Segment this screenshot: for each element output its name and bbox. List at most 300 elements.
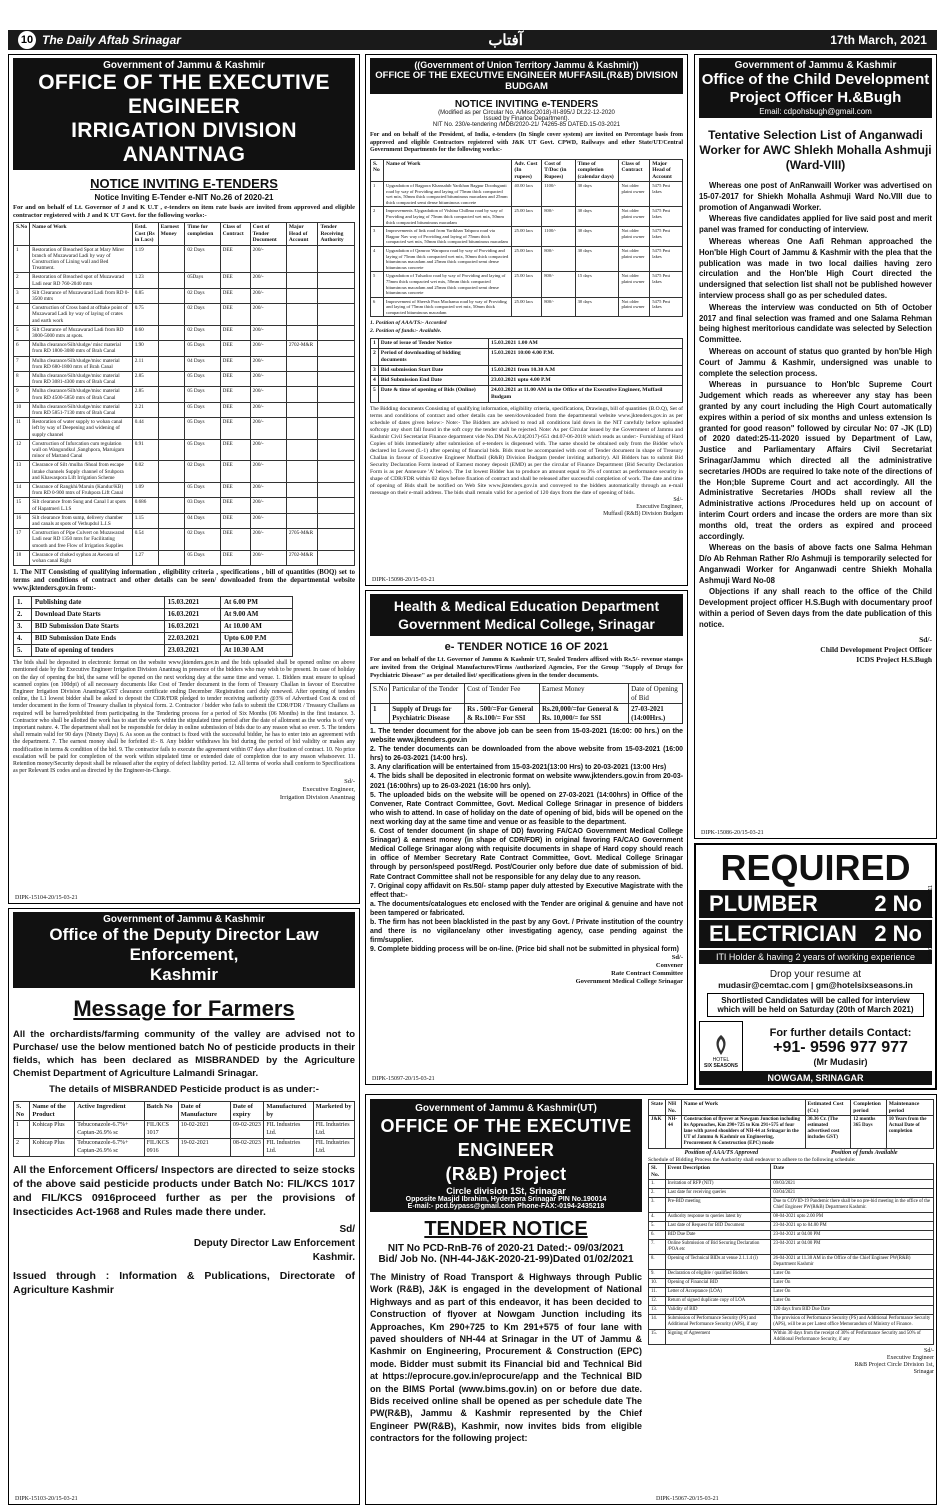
- table-cell: [158, 245, 185, 273]
- table-row: [14, 483, 355, 498]
- table-cell: DEE: [220, 356, 250, 371]
- table-cell: [286, 356, 318, 371]
- contact-person: (Mr Mudasir): [813, 1057, 868, 1067]
- column-header: Completion period: [851, 1100, 887, 1116]
- office-title: Office of the Child Development: [701, 71, 930, 88]
- cdpo-paragraph: Whereas in pursuance to Hon'blc Supreme Court Judgement which reads as whereever any stay has been granted by any court including the High Court automatically expires within a period of six months and unless extension Is granted for good reason" followed by circular No: 07 -JK (LD) of 2020 dated:25-11-2020 issued by Department of Law, Justice and Parliamentary Affairs Civil Secretariat Srinagar/Jammu which directed all the administrative secretaries /HODs are required lo take note of the directions of the Hon;ble Supreme Court and act accordingly. All the Administrative Secretaries /HODs shall review all the Administrative actions /Procedures held up on account of interim Court orders and incase the orders are more than six months old, treat the orders as expired and proceed accordingly.: [699, 380, 932, 541]
- table-row: [14, 529, 355, 551]
- contact-phone: +91- 9596 977 977: [773, 1039, 908, 1056]
- table-cell: 16.03.2021: [164, 621, 220, 633]
- table-cell: Improvements /Upgradation of Vishina Chillma road by way of Providing and laying of 75mm thick compacted wet mix, 50mm thick compacted bituminous macadam: [384, 207, 512, 227]
- table-cell: [158, 273, 185, 288]
- table-cell: 22.03.2021: [164, 633, 220, 645]
- table-cell: Not older plaint owner: [619, 207, 650, 227]
- table-cell: 25.00 lacs: [512, 246, 542, 271]
- signature-block: [13, 778, 355, 802]
- table-cell: 200/-: [250, 341, 286, 356]
- office-title: Office of the Deputy Director Law Enforcement,: [49, 925, 319, 964]
- table-row: [14, 402, 355, 417]
- circular-line-2: Issued by Finance Department).: [483, 116, 570, 122]
- intro-text: For and on behalf of the President, of India, e-tenders (In Single cover system) are invited on Percentage basis from approved and eligible Contractors registered with J&K UT Govt. CPWD, Railways and other State/UT/Central Government Departments for the following works:-: [370, 132, 683, 153]
- table-cell: 05 Days: [185, 387, 220, 402]
- table-cell: 800/-: [542, 207, 575, 227]
- dipk-ref: DIPK-15098-20/15-03-21: [372, 577, 435, 583]
- schedule-row: [649, 1222, 934, 1231]
- table-cell: Kohicap Plus: [30, 1121, 75, 1139]
- intro-text: For and on behalf of the Lt. Governor of Jammu & Kashmir UT, Sealed Tenders affixed with Rs.5/- revenue stamps are invited from the Original Manufactures/Firms /authorized Agencies, For the Group "Supply of Drugs for Psychiatric Disease" as per detailed list/ specifications given in the tender documents.: [370, 656, 683, 679]
- table-cell: [158, 461, 185, 483]
- table-cell: 12 months 365 Days: [851, 1116, 887, 1149]
- table-cell: Clearance of choked syphon at Awoora of wohan canal Right: [30, 550, 133, 565]
- column-header: Cost of T/Doc (in Rupees): [542, 159, 575, 182]
- required-title: REQUIRED: [720, 847, 911, 888]
- table-cell: 9.: [649, 1270, 666, 1279]
- condition-item: 1. The tender document for the above job can be seen from 15-03-2021 (16:00: 00 hrs.) on the website www.jktenders.gov.in: [370, 728, 683, 745]
- sig-sd: Sd/-: [919, 634, 932, 644]
- table-cell: Construction of flyover at Nowgam Junction including its Approaches, Km 290+725 to Km 291+575 of four lane with paved shoulders of NH-44 at Srinagar in the UT of Jammu & Kashmir on Engineering, Procurement & Construction (EPC) mode: [681, 1116, 805, 1149]
- table-cell: [158, 387, 185, 402]
- sig-office: Irrigation Division Anantnag: [279, 794, 355, 802]
- pesticide-table: [13, 1101, 355, 1157]
- table-cell: 200/-: [250, 273, 286, 288]
- table-cell: [158, 288, 185, 303]
- table-cell: [286, 371, 318, 386]
- cdpo-body: [699, 181, 932, 631]
- table-cell: Tebuconazole-6.7%+ Captan-26.9% sc: [75, 1139, 144, 1157]
- message-heading: Message for Farmers: [73, 996, 295, 1021]
- table-cell: 09-02-2023: [230, 1121, 264, 1139]
- table-cell: [318, 288, 355, 303]
- table-cell: 5475 Pmt lakes: [650, 227, 683, 247]
- table-cell: 5475 Pmt lakes: [650, 297, 683, 317]
- table-cell: 200/-: [250, 461, 286, 483]
- email-line: Email: cdpohsbugh@gmail.com: [759, 107, 872, 116]
- column-header: S.No: [14, 223, 30, 246]
- schedule-row: [14, 609, 293, 621]
- notice-heading: NOTICE INVITING e-TENDERS: [454, 99, 599, 110]
- column-header: Estd. Cost (Rs in Lacs): [132, 223, 158, 246]
- condition-item: b. The firm has not been blacklisted in the past by any Govt. / Private institution of the country and there is no vigilance/any other investigating agency, case pending against the firm/supplier.: [370, 918, 683, 945]
- table-cell: Restoration of Breached Spot at Mary Mirer branch of Muzawarad Ladi by way of Construction of Lining wall and Bed Treatment.: [30, 245, 133, 273]
- signature-block: [13, 1223, 355, 1265]
- schedule-row: [649, 1231, 934, 1240]
- table-cell: [286, 288, 318, 303]
- table-cell: Letter of Acceptance (LOA): [665, 1288, 771, 1297]
- table-cell: At 10.00 AM: [220, 621, 292, 633]
- project-body: The Ministry of Road Transport & Highways through Public Work (R&B), J&K is engaged in the development of National Highways and as part of this endeavor, it has been decided to Construction of flyover at Nowgam Junction including its Approaches, Km 290+725 to Km 291+575 of four lane with paved shoulders of NH-44 at Srinagar in the UT of Jammu & Kashmir on Engineering, Procurement & Construction (EPC) mode. Bidder must submit its Financial bid and Technical Bid at https://eprocure.gov.in/eprocure/app and the Technical BID on the BIMS Portal (www.bims.gov.in) on or before due date. Bids received online shall be opened as per schedule date The PW(R&B), Jammu & Kashmir represented by the Chief Engineer PW(R&B), Kashmir, now invites bids from eligible contractors for the following project:: [370, 1272, 642, 1444]
- table-row: [14, 550, 355, 565]
- table-cell: DEE: [220, 273, 250, 288]
- table-cell: 04 Days: [185, 513, 220, 528]
- table-cell: 03 Days: [185, 498, 220, 513]
- table-cell: 5: [371, 272, 384, 297]
- location-bar: NOWGAM, SRINAGAR: [699, 1071, 932, 1085]
- table-row: [14, 341, 355, 356]
- table-cell: 7: [14, 356, 30, 371]
- table-cell: 0.54: [132, 529, 158, 551]
- selection-heading: Tentative Selection List of Anganwadi Worker for AWC Shlekh Mohalla Ashmuji (Ward-VIII): [699, 128, 932, 172]
- table-cell: 200/-: [250, 387, 286, 402]
- hotel-job-ad: [694, 843, 937, 1090]
- tender-table: [370, 683, 683, 724]
- table-cell: [158, 418, 185, 440]
- schedule-table: [13, 596, 293, 657]
- table-cell: 1.15: [132, 513, 158, 528]
- table-cell: DEE: [220, 439, 250, 461]
- table-cell: 3: [371, 227, 384, 247]
- table-cell: 30 days: [575, 182, 619, 207]
- paper-logo: آفتاب: [488, 31, 523, 49]
- table-row: [371, 272, 683, 297]
- column-header: Sl. No.: [649, 1164, 666, 1180]
- table-cell: 1100/-: [542, 182, 575, 207]
- table-cell: The provision of Performance Security (PS) and Additional Performance Security (APS), will be as per Latest office Memorandum of Ministry of Finance.: [771, 1315, 934, 1330]
- cdpo-selection-ad: [694, 54, 937, 839]
- table-cell: [318, 498, 355, 513]
- hotel-emblem-icon: [710, 1033, 732, 1057]
- table-cell: 02 Days: [185, 245, 220, 273]
- table-cell: [286, 325, 318, 340]
- column-header: Earnest Money: [539, 684, 628, 704]
- bidding-schedule-table: [648, 1163, 934, 1345]
- table-cell: DEE: [220, 371, 250, 386]
- irrigation-tender-ad: [8, 54, 360, 904]
- table-cell: 03/04/2021: [771, 1189, 934, 1198]
- table-cell: Silt Clearance of Muzawarad Ladi from RD 0-3500 mtrs: [30, 288, 133, 303]
- table-cell: 1.19: [132, 245, 158, 273]
- table-cell: 120 days from BID Due Date: [771, 1306, 934, 1315]
- masthead: [8, 30, 937, 50]
- table-cell: 16: [14, 513, 30, 528]
- masthead-left: [18, 31, 181, 49]
- table-cell: Bid submission Start Date: [378, 366, 488, 376]
- table-cell: Construction of Infurcation cum regulation wall on Wangundkul ,Sanghpora, Maruigam minor of Martand Canal: [30, 439, 133, 461]
- column-header: Maintenance period: [886, 1100, 933, 1116]
- table-cell: [318, 356, 355, 371]
- sig-sd: Sd/-: [673, 497, 683, 504]
- table-cell: 05 Days: [185, 483, 220, 498]
- table-cell: Due to COVID-19 Pandemic there shall be no pre-bid meeting in the office of the Chief Engineer PW(R&B) Department Kashmir.: [771, 1198, 934, 1213]
- table-cell: Pre-BID meeting: [665, 1198, 771, 1213]
- table-cell: Period of downloading of bidding documents: [378, 349, 488, 366]
- table-cell: 200/-: [250, 483, 286, 498]
- works-table: [13, 222, 355, 566]
- terms-text: The Bidding documents Consisting of qualifying information, eligibility criteria, specifications, Drawings, bill of quantities (B.O.Q), Set of terms and conditions of contract and other details can be seen/downloaded from the departmental website www.jktenders.gov.in as per schedule of dates given below:- Note:- The Bidders are advised to read all conditions laid down in the NIT carefully before uploaded softcopy any short fall found in the soft copy the tender shall be rejected. Note: As per Circular issued by the Government of Jammu and Kashmir Civil Secretariat Finance department vide No.DM No.A/24(2017)-651 dtd.07-06-2018 which reads as under:- Furnishing of Hard Copies of bids immediately after submission of e-tenders is dispensed with. The same should be obtained only from the Bidder who's declared lst Lowest (L-1) after opening of financial bids. Bids must be accompanied with cost of Tender document in shape of Treasury Challan in favour of Executive Engineer Muffasil (R&B) Division Budgam (tender inviting authority). All Bidders has to submit Bid Security Declaration Form instead of Earnest money deposit (EMD) as per the circular of Finance Department (Bid Security Declaration Form is as per Annexure 'A' below). The 1st lowest Bidder has to produce an amount equal to 3% of contract as performance security in shape of CDR/FDR within 02 days before fixation of contract and shall be released after successful completion of work. The date and time of opening of Bids shall be notified on Web Site www.jktenders.gov.in and conveyed to the bidders automatically through an e-mail message on their e-mail address. The bids shall remain valid for a period of 120 days from the date of opening of bids.: [370, 406, 683, 497]
- column-header: Name of Work: [384, 159, 512, 182]
- table-cell: Date & time of opening of Bids (Online): [378, 386, 488, 403]
- schedule-row: [14, 597, 293, 609]
- table-cell: 200/-: [250, 418, 286, 440]
- column-header: Time for completion: [185, 223, 220, 246]
- table-cell: 1: [14, 245, 30, 273]
- table-cell: Upto 6.00 P.M: [220, 633, 292, 645]
- table-cell: 1: [371, 339, 379, 349]
- table-cell: 25.00 lacs: [512, 297, 542, 317]
- table-cell: [286, 461, 318, 483]
- job-electrician: [699, 920, 932, 948]
- table-row: [14, 273, 355, 288]
- table-cell: Upgradation of Tulsadoo road by way of Providing and laying of 75mm thick compacted wet mix, 50mm thick compacted bituminous macadam and 25mm thick compacted semi dense bituminous concrete: [384, 272, 512, 297]
- column-header: State: [649, 1100, 666, 1116]
- table-cell: 05 Days: [185, 371, 220, 386]
- rb-budgam-tender-ad: [365, 54, 688, 586]
- column-header: S. No: [371, 159, 384, 182]
- signature-block: [699, 635, 932, 665]
- table-cell: 6: [14, 341, 30, 356]
- table-cell: 15.03.2021: [164, 597, 220, 609]
- table-cell: 200/-: [250, 498, 286, 513]
- table-cell: 10.: [649, 1279, 666, 1288]
- table-cell: Invitation of RFP (NIT): [665, 1180, 771, 1189]
- table-cell: Silt clearance from sump, delivery chamber and canals at spots of Vethupdul L.I.S: [30, 513, 133, 528]
- table-cell: 2.85: [132, 387, 158, 402]
- schedule-row: [649, 1198, 934, 1213]
- column-header: Batch No: [144, 1102, 178, 1121]
- sig-committee: Rate Contract Committee: [611, 970, 683, 978]
- table-cell: 10: [14, 402, 30, 417]
- table-cell: 4: [371, 376, 379, 386]
- terms-text: The bids shall be deposited in electronic format on the website www.jktenders.gov.in and the bids uploaded shall be opened online on above mentioned date by the Executive Engineer Irrigation Division Anantnag in presence of the bidders who may wish to be present. In case of holiday on the day of opening the bid, the same will be opened on the next working day at the same time and venue. 1. Bidders must ensure to upload scanned copies (on 100dpi) of all necessary documents like Cost of Tender document in the form of Treasury Challan in favour of Executive Engineer Irrigation Division Anantnag/GST clearance certificate ending December /Registration card duly renewed. After opening of tenders online, the L1 lowest bidder shall be asked to deposit the CDR/FDR pledged to tender receiving authority @3% of Advertised Cost & cost of tender document in the form of Treasury challan in physical form. 2. Contractor / bidder who fails to submit the CDR/FDR / Treasury Challans as required will be barred/prohibited from participating in the Tendering process for a period of Six Months (06 Months) in the first instance. 3. Contractor who shall be allotted the work has to start the work within the stipulated time period after the date of allotment as the works is of very important nature. 4. The department shall not be responsible for delay in online submission of bids due to any reason what so ever. 5. The tenders shall remain valid for 90 days (Ninety Days) 6. As soon as the contract is fixed with the successful bidder, he has to enter into an agreement with the department. 7. The earnest money shall be forfeited if:- 8. Any bidder withdraws his bid during the period of bid validity or makes any modification in terms & condition of the bid. 9. The contractor fails to execute the agreement within 07 days after fixation of contract. 10. No price escalation will be paid for completion of the work within stipulated time or extended date of completion due to any reason whatsoever. 11. Retention money/Security deposit shall be released after the expiry of defect liability period. 12. All terms of works shall conform to Specifications as per Relevant IS codes and as directed by the Engineer-in-Charge.: [13, 660, 355, 775]
- condition-item: 2. The tender documents can be downloaded from the above website from 15-03-2021 (16:00 hrs) to 26-03-2021 (14:00 hrs).: [370, 746, 683, 763]
- schedule-note: Schedule of Bidding Process the Authority shall endeavor to adhere to the following schedule:: [648, 1157, 856, 1163]
- table-cell: [286, 273, 318, 288]
- notice-heading: NOTICE INVITING E-TENDERS: [90, 176, 278, 191]
- irrigation-header: [13, 58, 355, 170]
- table-cell: 30 days: [575, 207, 619, 227]
- table-cell: Later On: [771, 1270, 934, 1279]
- table-cell: 02 Days: [185, 288, 220, 303]
- issue-date: 17th March, 2021: [830, 33, 927, 47]
- table-cell: [318, 273, 355, 288]
- column-header: Class of Contract: [220, 223, 250, 246]
- table-cell: 200/-: [250, 402, 286, 417]
- gmc-header: [370, 594, 683, 636]
- table-cell: 15.03.2021 10:00 4.00 P.M.: [489, 349, 683, 366]
- table-cell: Signing of Agreement: [665, 1330, 771, 1345]
- column-header: Date of expiry: [230, 1102, 264, 1121]
- table-cell: Restoration of Breached spot of Muzawarad Ladi near RD 760-2040 mtrs: [30, 273, 133, 288]
- schedule-row: [649, 1270, 934, 1279]
- cdpo-paragraph: Whereas one post of AnRanwaill Worker was advertised on 15-07-2017 for Shiekh Mohalla Ashmuji Ward No.VIII due to promotion of Anganwadi Worker.: [699, 181, 932, 212]
- column-header: Date: [771, 1164, 934, 1180]
- signature-block: [370, 954, 683, 986]
- table-cell: 200/-: [250, 513, 286, 528]
- table-cell: Return of signed duplicate copy of LOA: [665, 1297, 771, 1306]
- table-cell: Restoration of water supply to wohan canal left by way of Deepening and widening of supply channel: [30, 418, 133, 440]
- table-cell: Construction of Pipe Culvert on Muzawarad Ladi near RD 1350 mtrs for Facilitating smooth and free Flow of Irrigation Supplies: [30, 529, 133, 551]
- govt-line: Government of Jammu & Kashmir: [734, 60, 897, 71]
- column-header: S. No: [14, 1102, 30, 1121]
- table-cell: Mulba clearance/Silt/sludge/misc material from RD 5851-7130 mtrs of Brah Canal: [30, 402, 133, 417]
- details-line: The details of MISBRANDED Pesticide product is as under:-: [49, 1084, 319, 1095]
- table-row: [14, 1121, 355, 1139]
- footnote-aaa: 1. Position of AAA/TS:- Accorded: [370, 320, 447, 327]
- column-header: Major Head of Account: [286, 223, 318, 246]
- condition-item: 4. The bids shall be deposited in electronic format on website www.jktenders.gov.in from 20-03-2021 (16:00hrs) up to 26-03-2021 (16:00 hrs only).: [370, 773, 683, 790]
- column-header: Time of completion (calendar days): [575, 159, 619, 182]
- column-header: Active Ingredient: [75, 1102, 144, 1121]
- table-cell: [318, 418, 355, 440]
- table-cell: [158, 483, 185, 498]
- table-row: [371, 207, 683, 227]
- table-cell: Tebuconazole-6.7%+ Captan-26.9% sc: [75, 1121, 144, 1139]
- cdpo-paragraph: Whereas whereas One Aafi Rehman approached the Hon'ble High Court of Jammu & Kashmir with the plea that the publication was made in two local dailies having zero circulation and the Hon'ble High Court directed the undersigned that selection list shall not be published however interview process shall go as per scheduled dates.: [699, 236, 932, 300]
- table-cell: Later On: [771, 1288, 934, 1297]
- bid-line: Bid/ Job No. (NH-44-J&K-2020-21-99)Dated 01/02/2021: [378, 1254, 634, 1265]
- column-header: Marketed by: [313, 1102, 354, 1121]
- table-cell: DEE: [220, 341, 250, 356]
- table-cell: Improvements of link road from Yarikhan Tahpora road via Bagpur Nav way of Providing and laying of 75mm thick compacted wet mix, 50mm thick compacted bituminous macadam: [384, 227, 512, 247]
- table-cell: Silt Clearance of Muzawarad Ladi from RD 3000-5000 mtrs at spots.: [30, 325, 133, 340]
- footnote-funds: 2. Position of funds:- Available.: [370, 328, 442, 335]
- address-line: Opposite Masjid Ibrahim, Hyderpora Srinagar PIN No.190014: [405, 1196, 607, 1203]
- column-header: Cost of Tender Document: [250, 223, 286, 246]
- table-cell: 2702-M&R: [286, 341, 318, 356]
- table-cell: DEE: [220, 304, 250, 326]
- table-cell: [158, 550, 185, 565]
- table-cell: 27-03-2021 (14:00Hrs.): [629, 704, 683, 724]
- table-cell: Mulba clearance/Silt/sludge/misc material from RD 4500-5850 mtrs of Brah Canal: [30, 387, 133, 402]
- job-count: 2 No: [874, 921, 922, 946]
- table-cell: [158, 341, 185, 356]
- table-cell: BID Due Date: [665, 1231, 771, 1240]
- table-cell: 3: [371, 366, 379, 376]
- nit-line: NIT No. 230/e-tendering /MDB/2020-21/ 74265-85 DATED.15-03-2021: [432, 122, 621, 128]
- table-cell: 0.44: [132, 418, 158, 440]
- govt-line: Government of Jammu & Kashmir: [103, 60, 265, 71]
- table-cell: 1: [371, 182, 384, 207]
- condition-item: 9. Complete bidding process will be on-line. (Price bid shall not be submitted in physical form): [370, 946, 679, 954]
- table-cell: [318, 439, 355, 461]
- email-addresses: mudasir@cemtac.com | gm@hotelsixseasons.in: [718, 980, 913, 990]
- table-cell: 1.27: [132, 550, 158, 565]
- intro-text: For and on behalf of Lt. Governor of J and K U.T , e-tenders on item rate basis are invited from approved and eligible contractor registered with J and K UT Govt. for the following works:-: [13, 204, 355, 219]
- schedule-row: [14, 645, 293, 657]
- table-cell: [318, 550, 355, 565]
- sig-sd: Sd/-: [923, 1348, 934, 1354]
- office-title: OFFICE OF THE EXECUTIVE ENGINEER MUFFASIL(R&B) DIVISION BUDGAM: [375, 70, 678, 92]
- office-title-2: Project Officer H.&Bugh: [729, 89, 902, 106]
- table-cell: DEE: [220, 461, 250, 483]
- column-header: Name of Work: [681, 1100, 805, 1116]
- table-cell: At 9.00 AM: [220, 609, 292, 621]
- sig-sd: Sd/-: [344, 778, 355, 786]
- table-cell: 200/-: [250, 371, 286, 386]
- table-cell: DEE: [220, 418, 250, 440]
- table-cell: [318, 245, 355, 273]
- table-cell: Upgradation of Bagpora Khansahib Yarikhan Bagpur Dooduganti road by way of Providing and laying of 75mm thick compacted wet mix, 50mm thick compacted bituminous macadam and 25mm thick compacted semi dense bituminous concrete: [384, 182, 512, 207]
- table-cell: Submission of Performance Security (PS) and Additional Performance Security (APS), if any: [665, 1315, 771, 1330]
- column-header: Estimated Cost (Cr.): [805, 1100, 851, 1116]
- dipk-ref: DIPK-15097-20/15-03-21: [372, 1076, 435, 1082]
- table-cell: 2.: [14, 609, 32, 621]
- table-cell: DEE: [220, 498, 250, 513]
- table-cell: [158, 439, 185, 461]
- table-cell: BID Submission Date Ends: [31, 633, 164, 645]
- table-cell: 17: [14, 529, 30, 551]
- table-cell: 2.85: [132, 371, 158, 386]
- table-cell: 2.21: [132, 402, 158, 417]
- column-header: Event Description: [665, 1164, 771, 1180]
- table-cell: [158, 529, 185, 551]
- table-cell: Later On: [771, 1279, 934, 1288]
- column-header: S.No: [371, 684, 390, 704]
- table-cell: Clearance of Silt /mulba /Shoal from escape intake channels Supply channel of Sruhpora and Khawaspora Lift Irrigation Scheme: [30, 461, 133, 483]
- table-cell: Mulba clearance/Silt/sludge/misc material from RD 680-1800 mtrs of Brah Canal: [30, 356, 133, 371]
- table-cell: 0.686: [132, 498, 158, 513]
- paper-name: The Daily Aftab Srinagar: [42, 33, 181, 47]
- table-cell: 3.: [649, 1198, 666, 1213]
- work-table: [648, 1099, 934, 1149]
- contact-label: For further details Contact:: [769, 1027, 912, 1039]
- table-cell: FIL Industries Ltd.: [313, 1139, 354, 1157]
- notice-heading: TENDER NOTICE: [424, 1218, 588, 1240]
- schedule-row: [14, 621, 293, 633]
- table-cell: 25.00 lacs: [512, 272, 542, 297]
- table-cell: 30 days: [575, 246, 619, 271]
- table-cell: 800/-: [542, 297, 575, 317]
- table-cell: 5.: [14, 645, 32, 657]
- sig-title: Deputy Director Law Enforcement: [193, 1238, 355, 1249]
- table-cell: [286, 387, 318, 402]
- table-cell: 30 days: [575, 227, 619, 247]
- table-cell: 5475 Pmt lakes: [650, 272, 683, 297]
- cdpo-paragraph: Whereas on account of status quo granted by hon'ble High Court of Jammu & Kashmir, undersigned was unable to complete the selection process.: [699, 346, 932, 378]
- sig-sd: Sd/-: [671, 954, 683, 962]
- sig-city: Srinagar: [913, 1369, 934, 1375]
- circular-line: (Modified as per Circular No. A/Misc(2018)-III-895/J Dt.22-12-2020: [438, 110, 615, 116]
- sig-title: Executive Engineer: [886, 1355, 934, 1361]
- table-cell: Within 30 days from the receipt of 30% of Performance Security and 50% of Additional Performance Security, if any: [771, 1330, 934, 1345]
- interview-note: Shortlisted Candidates will be called for interview which will be held on Saturday (20th of March 2021): [707, 993, 924, 1017]
- sig-title: Executive Engineer,: [636, 504, 683, 511]
- table-cell: DEE: [220, 550, 250, 565]
- hotel-logo: [699, 1021, 743, 1073]
- sig-title: Convener: [655, 962, 683, 970]
- condition-item: 6. Cost of tender document (in shape of DD) favoring FA/CAO Government Medical College Srinagar) & earnest money (in shape of CDR/FDR) in original favoring FA/CAO Government Medical College Srinagar along with requisite documents in shape of Hard copy should reach in office of Member Secretary Rate Contract Committee, Govt. Medical College Srinagar through by person/speed post/Regd. Post/Courier only before due date of submission of bid. Rate Contract Committee shall not be responsible for any delay due to any reason.: [370, 828, 683, 881]
- table-cell: 05 Days: [185, 550, 220, 565]
- table-cell: 1.09: [132, 483, 158, 498]
- division-title: IRRIGATION DIVISION ANANTNAG: [71, 119, 297, 166]
- table-cell: 0.02: [132, 461, 158, 483]
- table-cell: [286, 439, 318, 461]
- table-cell: 200/-: [250, 304, 286, 326]
- table-cell: 05 Days: [185, 439, 220, 461]
- table-cell: Rs . 500/=For General & Rs.100/= For SSI: [465, 704, 540, 724]
- gmc-conditions: [370, 727, 683, 954]
- table-cell: 25.00 lacs: [512, 207, 542, 227]
- table-cell: 18: [14, 550, 30, 565]
- table-cell: 6.: [649, 1231, 666, 1240]
- table-cell: 2702-M&R: [286, 550, 318, 565]
- table-cell: NH-44: [665, 1116, 681, 1149]
- enit-line: Notice Inviting E-Tender e-NIT No.26 of 2020-21: [94, 193, 274, 202]
- table-cell: 16.03.2021: [164, 609, 220, 621]
- funds-status: Position of funds Available: [831, 1150, 898, 1156]
- table-cell: 4.: [649, 1213, 666, 1222]
- notice-heading: e- TENDER NOTICE 16 OF 2021: [444, 641, 609, 653]
- table-cell: 05 Days: [185, 402, 220, 417]
- table-cell: 800/-: [542, 246, 575, 271]
- table-cell: 4: [371, 246, 384, 271]
- table-cell: 200/-: [250, 529, 286, 551]
- table-cell: 08-04-2021 upto 2.00 PM: [771, 1213, 934, 1222]
- table-cell: 1100/-: [542, 227, 575, 247]
- table-cell: 23.03.2021 upto 4.00 P.M: [489, 376, 683, 386]
- column-header: Particular of the Tender: [390, 684, 465, 704]
- table-cell: 200/-: [250, 325, 286, 340]
- table-cell: 11: [14, 418, 30, 440]
